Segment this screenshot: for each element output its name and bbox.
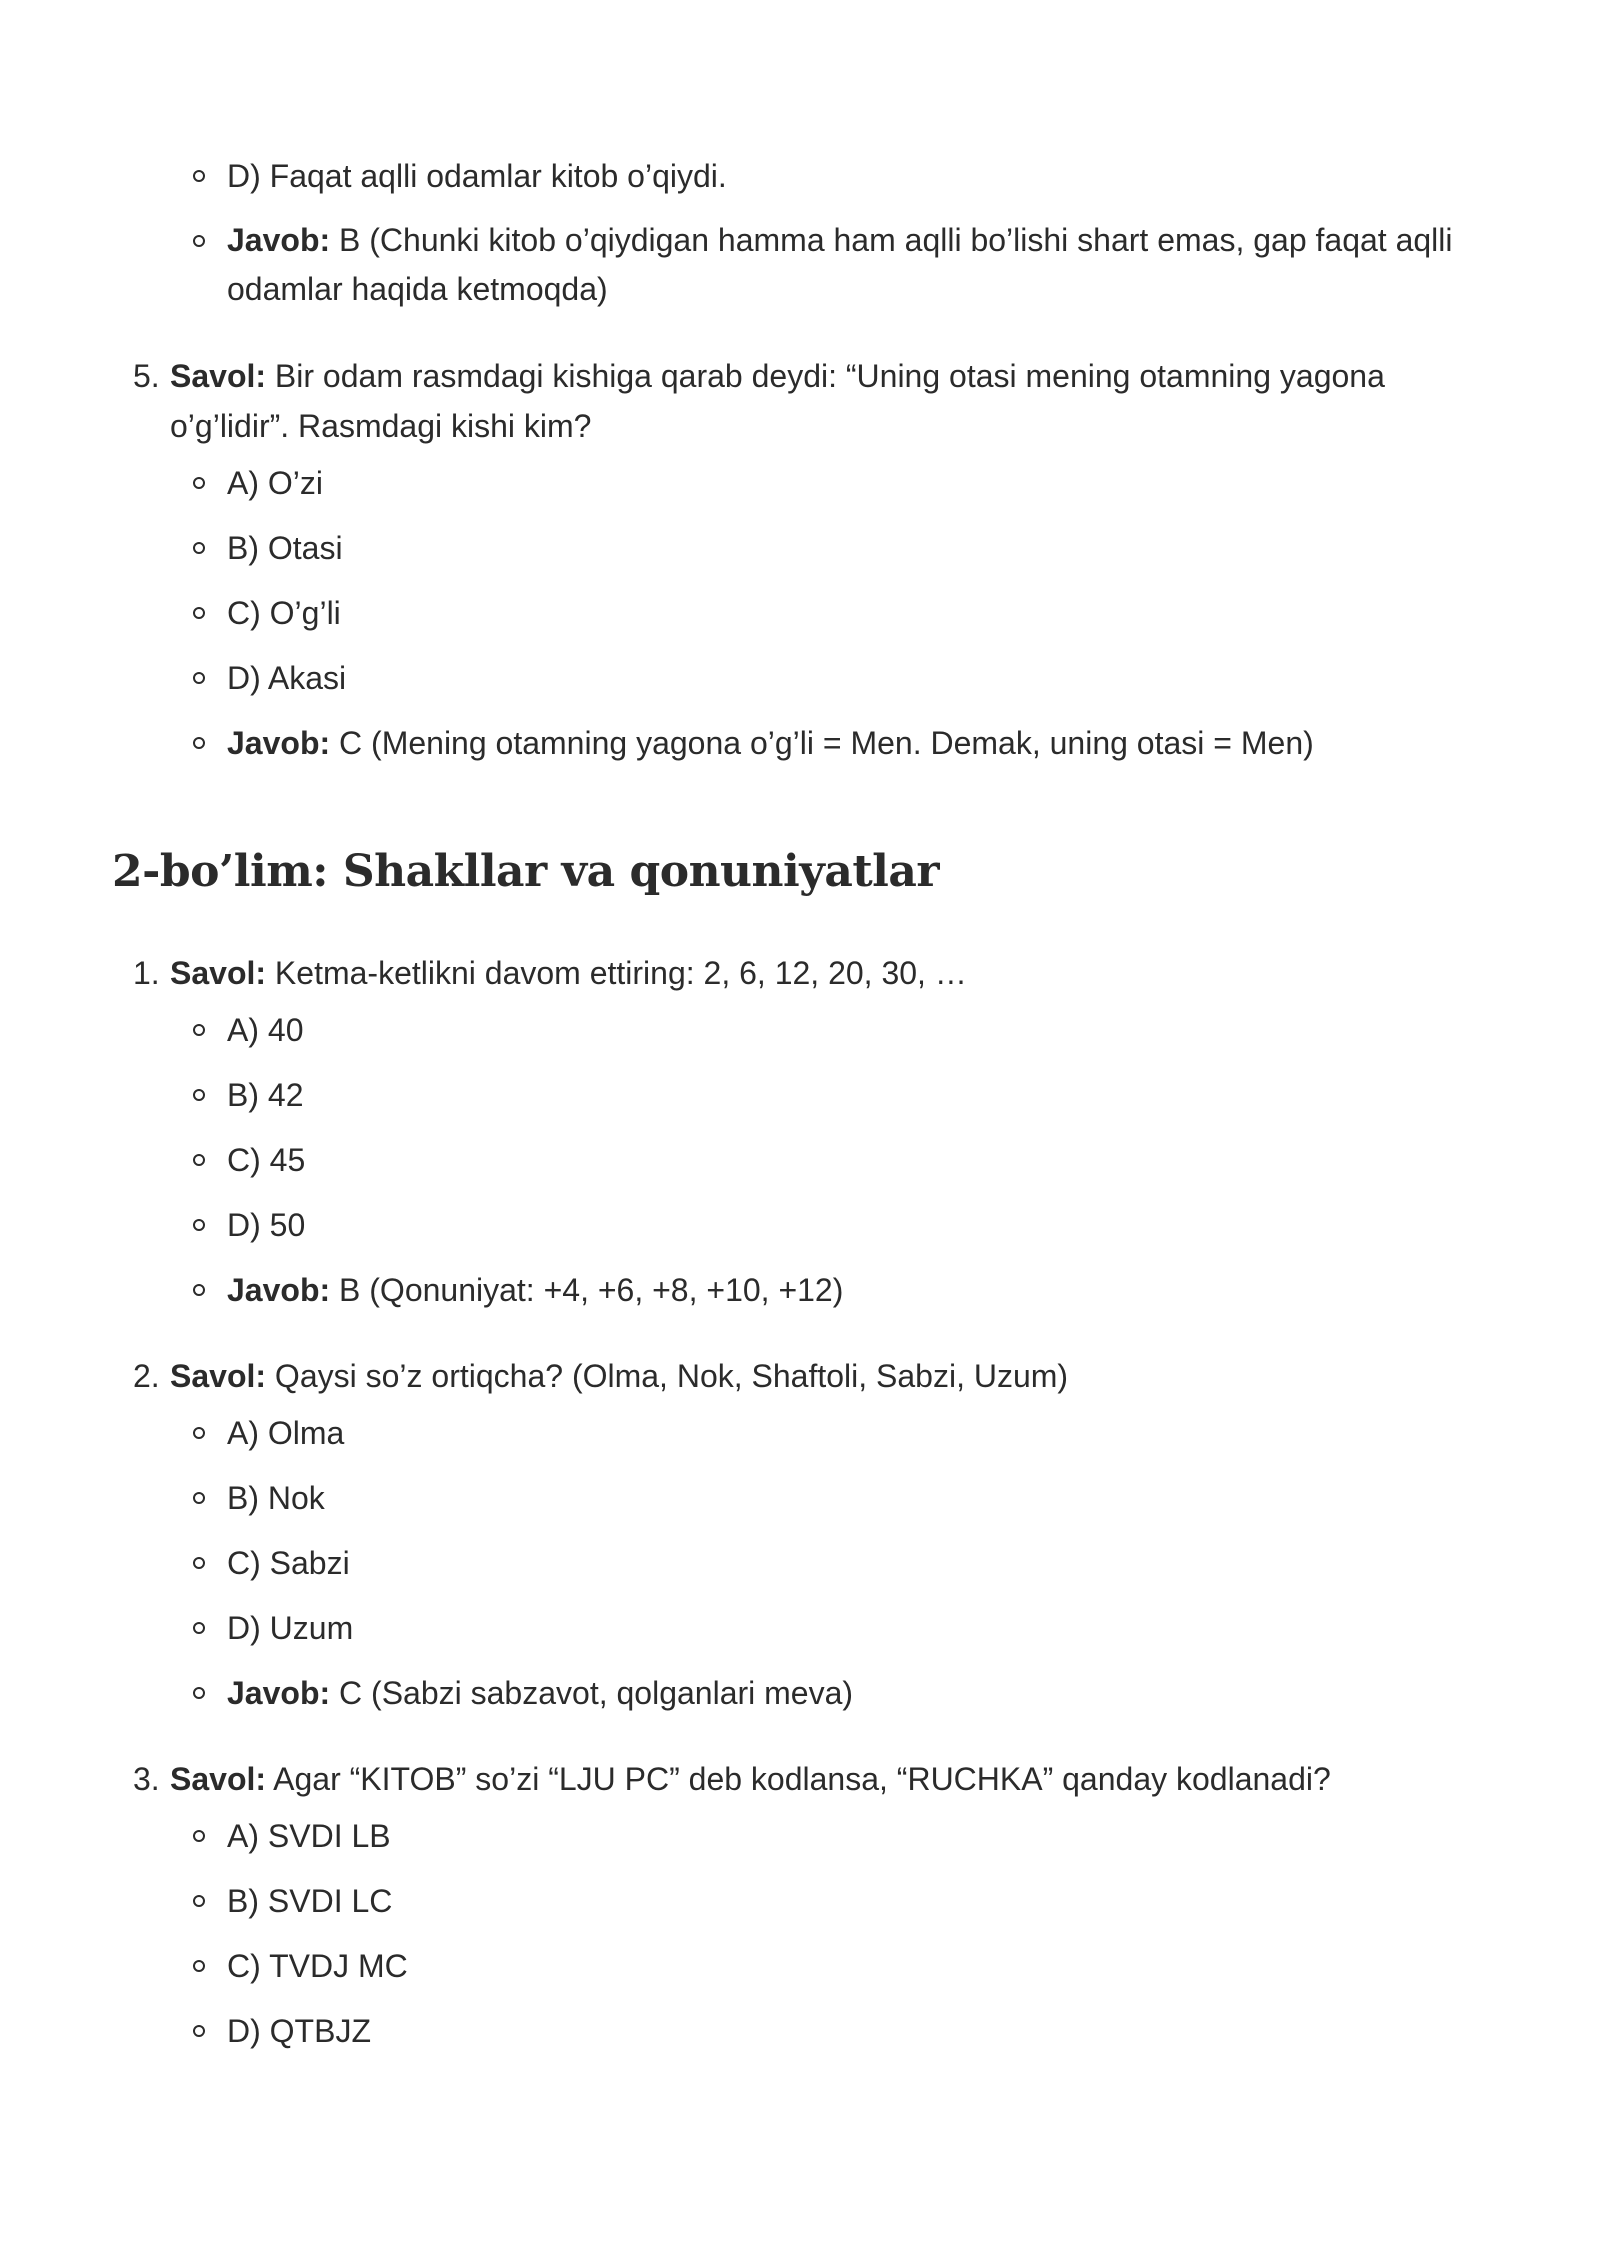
option-item bbox=[0, 2006, 1600, 2056]
question-body: Qaysi so’z ortiqcha? (Olma, Nok, Shaftoli, Sabzi, Uzum) bbox=[266, 1358, 1069, 1394]
question-text bbox=[0, 948, 1600, 998]
answer-text: C (Mening otamning yagona o’g’li = Men. Demak, uning otasi = Men) bbox=[330, 725, 1314, 761]
answer-text: B (Qonuniyat: +4, +6, +8, +10, +12) bbox=[330, 1272, 844, 1308]
option-item bbox=[0, 653, 1600, 703]
option-text: A) 40 bbox=[227, 1012, 304, 1048]
option-item bbox=[0, 458, 1600, 508]
option-item bbox=[0, 1538, 1600, 1588]
question-label: Savol: bbox=[170, 1358, 267, 1394]
option-item bbox=[0, 1941, 1600, 1991]
option-item bbox=[0, 523, 1600, 573]
option-text: C) Sabzi bbox=[227, 1545, 350, 1581]
answer-item bbox=[0, 216, 1600, 314]
question-number: 2. bbox=[133, 1358, 160, 1394]
question-number: 3. bbox=[133, 1761, 160, 1797]
option-text: A) Olma bbox=[227, 1415, 345, 1451]
option-item bbox=[0, 1603, 1600, 1653]
option-text: D) Akasi bbox=[227, 660, 347, 696]
answer-item bbox=[0, 718, 1600, 768]
option-text: B) Nok bbox=[227, 1480, 325, 1516]
option-item bbox=[0, 1408, 1600, 1458]
answer-item bbox=[0, 1668, 1600, 1718]
question-body: Agar “KITOB” so’zi “LJU PC” deb kodlansa, “RUCHKA” qanday kodlanadi? bbox=[266, 1761, 1331, 1797]
answer-label: Javob: bbox=[227, 725, 331, 761]
option-text: D) Faqat aqlli odamlar kitob o’qiydi. bbox=[227, 158, 727, 194]
option-item bbox=[0, 588, 1600, 638]
option-item bbox=[0, 1473, 1600, 1523]
question-body: Ketma-ketlikni davom ettiring: 2, 6, 12, 20, 30, … bbox=[266, 955, 967, 991]
question-number: 5. bbox=[133, 358, 160, 394]
option-item bbox=[0, 1811, 1600, 1861]
section-heading: 2-bo’lim: Shakllar va qonuniyatlar bbox=[112, 846, 940, 897]
option-item bbox=[0, 1200, 1600, 1250]
option-text: D) Uzum bbox=[227, 1610, 354, 1646]
answer-item bbox=[0, 1265, 1600, 1315]
answer-label: Javob: bbox=[227, 1675, 331, 1711]
section2-question-1 bbox=[0, 948, 1600, 1330]
option-text: D) QTBJZ bbox=[227, 2013, 371, 2049]
question-body: Bir odam rasmdagi kishiga qarab deydi: “Uning otasi mening otamning yagona o’g’lidir”. Rasmdagi kishi kim? bbox=[170, 358, 1385, 444]
option-text: C) 45 bbox=[227, 1142, 306, 1178]
option-text: B) Otasi bbox=[227, 530, 343, 566]
answer-text: C (Sabzi sabzavot, qolganlari meva) bbox=[330, 1675, 854, 1711]
option-item bbox=[0, 1135, 1600, 1185]
question-number: 1. bbox=[133, 955, 160, 991]
question-text bbox=[0, 351, 1600, 451]
answer-label: Javob: bbox=[227, 1272, 331, 1308]
question-text bbox=[0, 1351, 1600, 1401]
question-text bbox=[0, 1754, 1600, 1804]
option-text: C) TVDJ MC bbox=[227, 1948, 408, 1984]
option-text: A) O’zi bbox=[227, 465, 323, 501]
option-text: B) SVDI LC bbox=[227, 1883, 393, 1919]
option-text: A) SVDI LB bbox=[227, 1818, 391, 1854]
option-text: C) O’g’li bbox=[227, 595, 341, 631]
option-item bbox=[0, 1876, 1600, 1926]
section2-question-2 bbox=[0, 1351, 1600, 1733]
option-item bbox=[0, 1005, 1600, 1055]
answer-text: B (Chunki kitob o’qiydigan hamma ham aqlli bo’lishi shart emas, gap faqat aqlli odamlar haqida ketmoqda) bbox=[227, 222, 1453, 307]
question-label: Savol: bbox=[170, 1761, 267, 1797]
answer-label: Javob: bbox=[227, 222, 331, 258]
question-label: Savol: bbox=[170, 358, 267, 394]
option-item bbox=[0, 1070, 1600, 1120]
option-text: D) 50 bbox=[227, 1207, 306, 1243]
section2-question-3 bbox=[0, 1754, 1600, 2071]
option-text: B) 42 bbox=[227, 1077, 304, 1113]
question-label: Savol: bbox=[170, 955, 267, 991]
option-item bbox=[0, 151, 1600, 201]
question-5 bbox=[0, 351, 1600, 783]
previous-question-tail bbox=[0, 151, 1600, 329]
